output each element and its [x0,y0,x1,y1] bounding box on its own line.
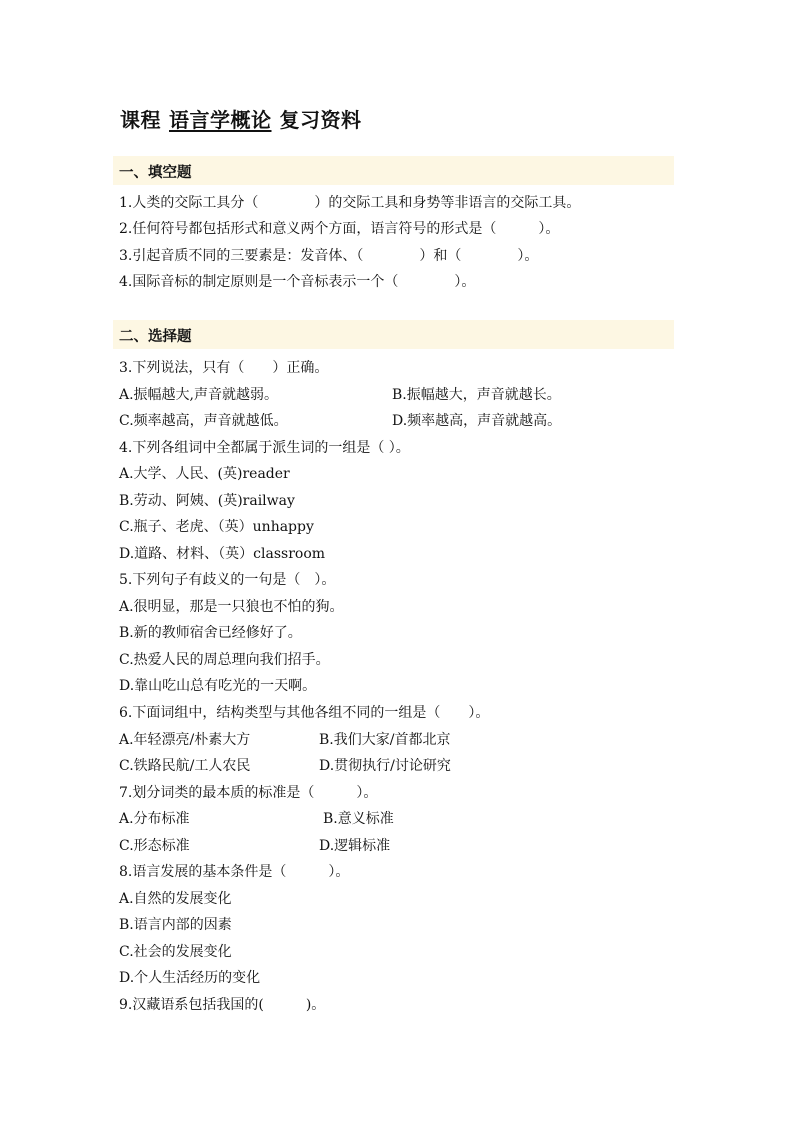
option-line: D.靠山吃山总有吃光的一天啊。 [119,678,317,694]
option-line: A.振幅越大,声音就越弱。 [119,387,279,403]
question-line: 3.引起音质不同的三要素是：发音体、（ ）和（ ）。 [119,248,539,264]
option-line: C.形态标准 [119,838,190,854]
option-line: B.新的教师宿舍已经修好了。 [119,625,302,641]
question-line: 6.下面词组中，结构类型与其他各组不同的一组是（ ）。 [119,705,490,721]
section-title: 二、选择题 [119,329,192,345]
section-title: 一、填空题 [119,165,192,181]
option-line: B.语言内部的因素 [119,917,232,933]
option-line: A.自然的发展变化 [119,891,232,907]
course-name: 语言学概论 [169,108,272,132]
option-line: A.分布标准 [119,811,190,827]
question-line: 5.下列句子有歧义的一句是（ ）。 [119,572,336,588]
option-line: B.振幅越大，声音就越长。 [392,387,561,403]
title-suffix: 复习资料 [279,108,362,132]
question-line: 4.国际音标的制定原则是一个音标表示一个（ ）。 [119,274,476,290]
question-line: 3.下列说法，只有（ ）正确。 [119,360,329,376]
option-line: A.很明显，那是一只狼也不怕的狗。 [119,599,344,615]
option-line: C.铁路民航/工人农民 [119,758,251,774]
question-line: 4.下列各组词中全都属于派生词的一组是（ ）。 [119,440,410,456]
question-line: 7.划分词类的最本质的标准是（ ）。 [119,785,378,801]
option-line: D.贯彻执行/讨论研究 [319,758,451,774]
option-line: D.道路、材料、（英）classroom [119,546,326,562]
option-line: D.逻辑标准 [319,838,391,854]
question-line: 9.汉藏语系包括我国的( )。 [119,997,326,1013]
option-line: D.频率越高，声音就越高。 [392,413,562,429]
option-line: C.热爱人民的周总理向我们招手。 [119,652,330,668]
section-header-fill-blank [113,156,674,185]
section-header-choice [113,320,674,349]
option-line: A.大学、人民、(英)reader [119,466,290,482]
option-line: C.瓶子、老虎、（英）unhappy [119,519,314,535]
question-line: 1.人类的交际工具分（ ）的交际工具和身势等非语言的交际工具。 [119,195,581,211]
option-line: B.劳动、阿姨、(英)railway [119,493,295,509]
option-line: D.个人生活经历的变化 [119,970,261,986]
page-title [120,104,362,133]
option-line: B.意义标准 [323,811,394,827]
question-line: 2.任何符号都包括形式和意义两个方面，语言符号的形式是（ ）。 [119,221,560,237]
option-line: C.频率越高，声音就越低。 [119,413,288,429]
option-line: A.年轻漂亮/朴素大方 [119,732,251,748]
option-line: B.我们大家/首都北京 [319,732,451,748]
question-line: 8.语言发展的基本条件是（ ）。 [119,864,350,880]
option-line: C.社会的发展变化 [119,944,232,960]
title-prefix: 课程 [120,108,161,132]
